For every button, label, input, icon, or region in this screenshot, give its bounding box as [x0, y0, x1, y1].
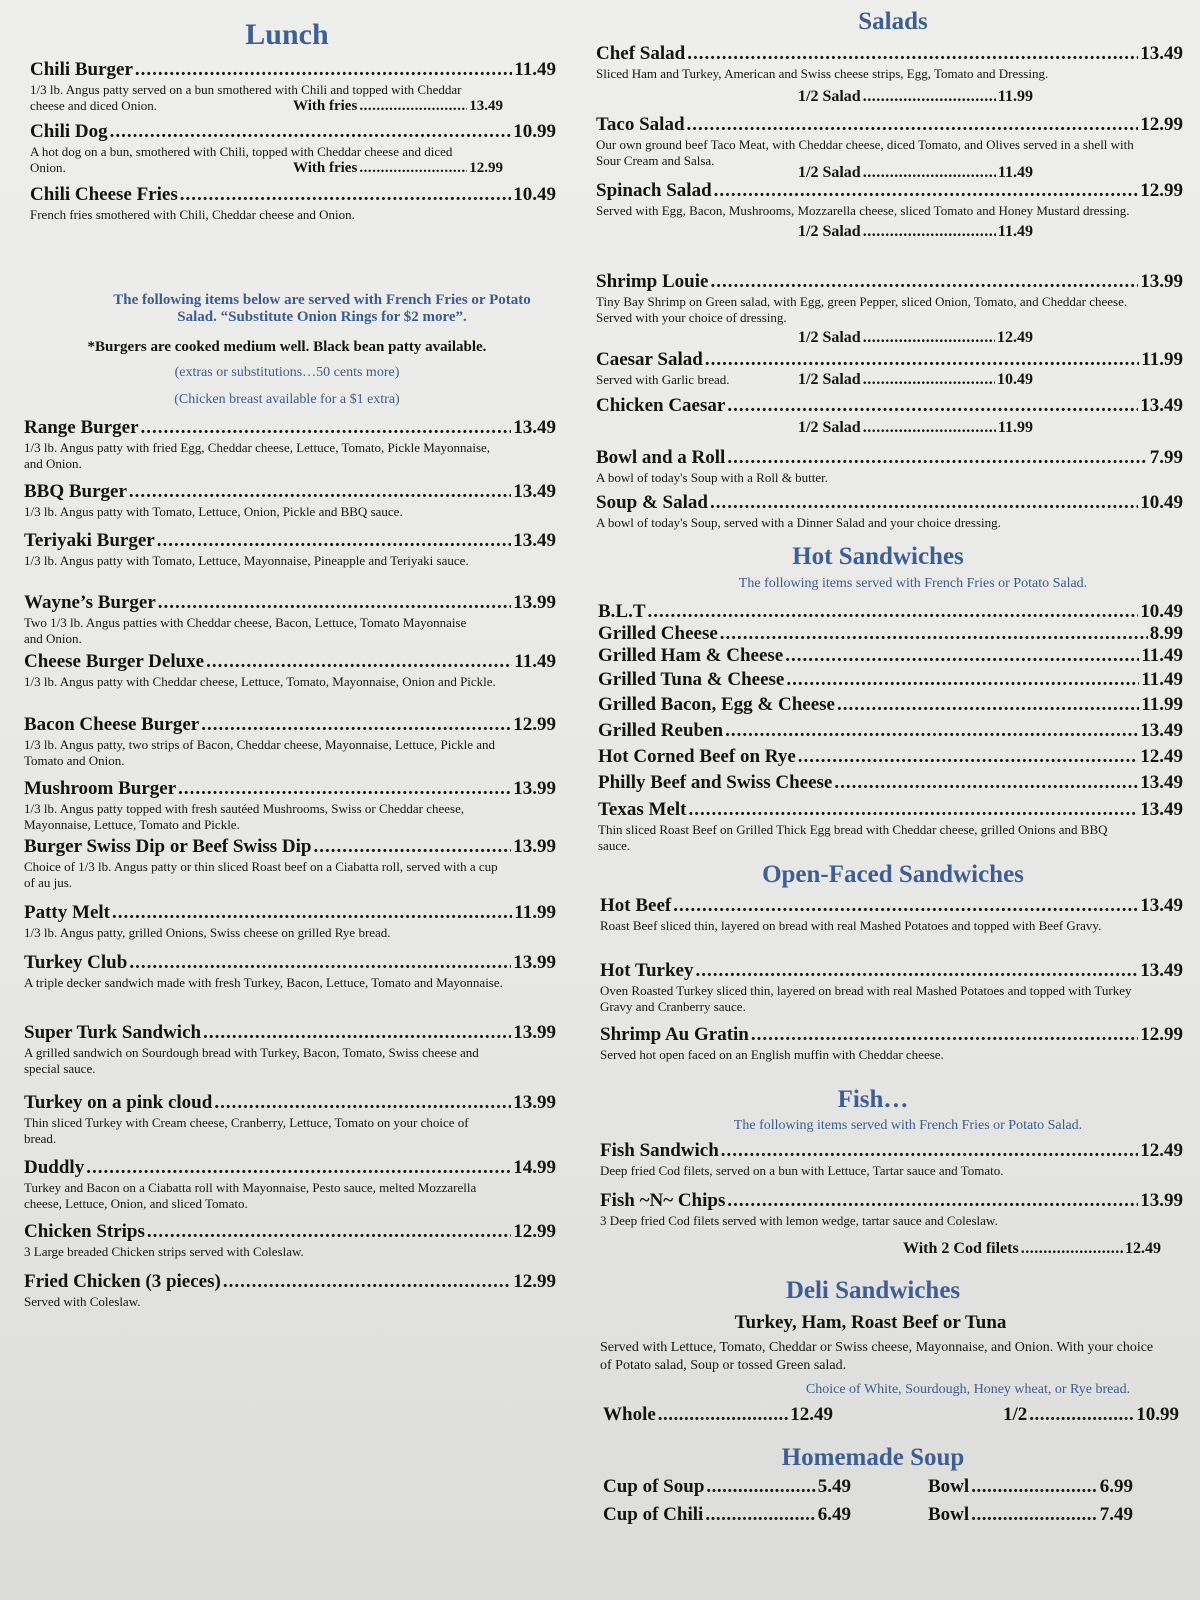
item-desc: French fries smothered with Chili, Cheddar cheese and Onion. — [30, 206, 355, 222]
item-name: Burger Swiss Dip or Beef Swiss Dip — [24, 836, 312, 857]
menu-item — [596, 272, 1183, 326]
item-price: 13.99 — [513, 778, 556, 799]
chicken-note: (Chicken breast available for a $1 extra) — [174, 392, 400, 407]
item-name: Fried Chicken (3 pieces) — [24, 1271, 221, 1292]
item-price: 13.49 — [513, 481, 556, 502]
menu-item — [596, 44, 1183, 82]
item-name: Bacon Cheese Burger — [24, 714, 200, 735]
item-name: Patty Melt — [24, 902, 110, 923]
hot-sandwiches-title: Hot Sandwiches — [792, 543, 964, 570]
item-price: 11.99 — [514, 902, 556, 923]
item-name: Hot Beef — [600, 895, 672, 916]
item-name: Soup & Salad — [596, 492, 708, 513]
menu-item — [600, 961, 1183, 1015]
burger-cook-note: *Burgers are cooked medium well. Black bean patty available. — [87, 339, 487, 355]
item-price: 8.99 — [1149, 623, 1183, 644]
item-price: 13.49 — [513, 530, 556, 551]
bowl-of-chili: Bowl ..... 7.49 — [928, 1505, 1133, 1526]
item-name: Grilled Ham & Cheese — [598, 645, 784, 666]
menu-item — [24, 779, 556, 833]
item-desc: 3 Deep fried Cod filets served with lemon wedge, tartar sauce and Coleslaw. — [600, 1212, 998, 1228]
menu-item — [598, 721, 1183, 741]
item-price: 13.99 — [513, 952, 556, 973]
menu-item — [600, 1025, 1183, 1063]
menu-item — [24, 593, 556, 647]
item-name: Grilled Tuna & Cheese — [598, 669, 785, 690]
item-price: 13.99 — [513, 1092, 556, 1113]
item-name: Super Turk Sandwich — [24, 1022, 202, 1043]
lunch-title: Lunch — [245, 18, 329, 51]
item-price: 12.99 — [513, 1221, 556, 1242]
item-price: 11.99 — [1141, 694, 1183, 715]
item-name: Chef Salad — [596, 43, 686, 64]
item-name: Turkey Club — [24, 952, 128, 973]
item-name: Grilled Reuben — [598, 720, 724, 741]
item-price: 11.49 — [1141, 645, 1183, 666]
item-price: 13.99 — [513, 836, 556, 857]
item-name: Chili Burger — [30, 59, 133, 80]
item-desc: A grilled sandwich on Sourdough bread with Turkey, Bacon, Tomato, Swiss cheese and special sauce. — [24, 1044, 479, 1077]
item-name: Chili Dog — [30, 121, 108, 142]
cup-of-soup: Cup of Soup ..... 5.49 — [603, 1477, 851, 1498]
deli-half-price: 1/2 ..... 10.99 — [1003, 1405, 1179, 1426]
item-price: 12.99 — [1140, 180, 1183, 201]
item-desc: Served with Egg, Bacon, Mushrooms, Mozzarella cheese, sliced Tomato and Honey Mustard dressing. — [596, 202, 1130, 218]
item-desc: Tiny Bay Shrimp on Green salad, with Egg, green Pepper, sliced Onion, Tomato, and Cheddar cheese. Served with your choice of dressing. — [596, 293, 1128, 326]
menu-item — [24, 531, 556, 569]
item-name: Teriyaki Burger — [24, 530, 155, 551]
item-price: 14.99 — [513, 1157, 556, 1178]
item-desc: Sliced Ham and Turkey, American and Swiss cheese strips, Egg, Tomato and Dressing. — [596, 65, 1049, 81]
item-desc: Thin sliced Turkey with Cream cheese, Cranberry, Lettuce, Tomato on your choice of bread. — [24, 1114, 469, 1147]
menu-item — [598, 800, 1183, 854]
item-desc: 1/3 lb. Angus patty with Tomato, Lettuce, Mayonnaise, Pineapple and Teriyaki sauce. — [24, 552, 469, 568]
menu-item — [598, 670, 1183, 690]
item-desc: 1/3 lb. Angus patty, two strips of Bacon, Cheddar cheese, Mayonnaise, Lettuce, Pickle and Tomato and Onion. — [24, 736, 496, 769]
menu-item — [600, 1141, 1183, 1179]
menu-item — [24, 482, 556, 520]
item-price: 12.99 — [513, 1271, 556, 1292]
menu-item — [24, 837, 556, 891]
item-desc: 1/3 lb. Angus patty with Cheddar cheese, Lettuce, Tomato, Mayonnaise, Onion and Pickle. — [24, 673, 496, 689]
item-price: 10.49 — [1140, 601, 1183, 622]
item-price: 13.99 — [513, 592, 556, 613]
item-desc: Thin sliced Roast Beef on Grilled Thick Egg bread with Cheddar cheese, grilled Onions and BBQ sauce. — [598, 821, 1108, 854]
item-price: 13.49 — [513, 417, 556, 438]
sides-note: The following items below are served with French Fries or Potato Salad. “Substitute Onion Rings for $2 more”. — [113, 292, 531, 326]
item-desc: A bowl of today's Soup, served with a Dinner Salad and your choice dressing. — [596, 514, 1001, 530]
item-price: 13.49 — [1140, 720, 1183, 741]
item-price: 13.49 — [1140, 395, 1183, 416]
item-desc: Roast Beef sliced thin, layered on bread with real Mashed Potatoes and topped with Beef Gravy. — [600, 917, 1102, 933]
item-name: Taco Salad — [596, 114, 685, 135]
item-name: Range Burger — [24, 417, 139, 438]
item-desc: A triple decker sandwich made with fresh Turkey, Bacon, Lettuce, Tomato and Mayonnaise. — [24, 974, 503, 990]
menu-item — [598, 747, 1183, 767]
item-name: Mushroom Burger — [24, 778, 177, 799]
item-desc: Deep fried Cod filets, served on a bun with Lettuce, Tartar sauce and Tomato. — [600, 1162, 1004, 1178]
menu-item — [596, 181, 1183, 219]
item-name: Shrimp Au Gratin — [600, 1024, 749, 1045]
item-price: 12.49 — [1140, 746, 1183, 767]
deli-bread-note: Choice of White, Sourdough, Honey wheat, or Rye bread. — [805, 1382, 1131, 1397]
menu-item — [596, 396, 1183, 416]
item-name: Wayne’s Burger — [24, 592, 156, 613]
menu-item — [24, 1222, 556, 1260]
item-name: B.L.T — [598, 601, 646, 622]
item-name: Philly Beef and Swiss Cheese — [598, 772, 833, 793]
item-desc: 1/3 lb. Angus patty topped with fresh sautéed Mushrooms, Swiss or Cheddar cheese, Mayonnaise, Lettuce, Tomato and Pickle. — [24, 800, 465, 833]
item-name: Fish Sandwich — [600, 1140, 719, 1161]
menu-item — [600, 1191, 1183, 1229]
item-name: BBQ Burger — [24, 481, 127, 502]
item-name: Bowl and a Roll — [596, 447, 726, 468]
menu-item — [24, 903, 556, 941]
fish-note: The following items served with French Fries or Potato Salad. — [733, 1118, 1083, 1133]
soup-title: Homemade Soup — [781, 1444, 965, 1471]
item-price: 13.49 — [1140, 799, 1183, 820]
deli-subtitle: Turkey, Ham, Roast Beef or Tuna — [734, 1312, 1007, 1333]
item-name: Cheese Burger Deluxe — [24, 651, 205, 672]
item-price: 11.99 — [1141, 349, 1183, 370]
menu-item — [600, 896, 1183, 934]
item-price: 11.49 — [514, 59, 556, 80]
menu-item — [598, 624, 1183, 644]
menu-item — [24, 1023, 556, 1077]
item-desc: A hot dog on a bun, smothered with Chili, topped with Cheddar cheese and diced Onion. — [30, 143, 453, 176]
item-desc: Choice of 1/3 lb. Angus patty or thin sliced Roast beef on a Ciabatta roll, served with a cup of au jus. — [24, 858, 498, 891]
item-price: 13.49 — [1140, 43, 1183, 64]
item-price: 11.49 — [514, 651, 556, 672]
menu-item — [24, 715, 556, 769]
half-salad-price: 1/2 Salad ..... 11.99 — [798, 419, 1033, 437]
fish-title: Fish… — [837, 1086, 909, 1113]
item-price: 11.49 — [1141, 669, 1183, 690]
menu-item — [24, 652, 556, 690]
sub-price-chili-burger: With fries ..... 13.49 — [293, 98, 503, 115]
item-desc: 1/3 lb. Angus patty with Tomato, Lettuce, Onion, Pickle and BBQ sauce. — [24, 503, 403, 519]
item-desc: Two 1/3 lb. Angus patties with Cheddar cheese, Bacon, Lettuce, Tomato Mayonnaise and Onion. — [24, 614, 467, 647]
menu-item — [24, 953, 556, 991]
item-name: Texas Melt — [598, 799, 687, 820]
bowl-of-soup: Bowl ..... 6.99 — [928, 1477, 1133, 1498]
item-name: Turkey on a pink cloud — [24, 1092, 213, 1113]
item-desc: Served with Garlic bread. — [596, 371, 730, 387]
half-salad-price: 1/2 Salad ..... 10.49 — [798, 371, 1033, 389]
deli-title: Deli Sandwiches — [785, 1277, 961, 1304]
item-price: 13.49 — [1140, 895, 1183, 916]
item-desc: Served with Coleslaw. — [24, 1293, 141, 1309]
item-price: 12.99 — [1140, 1024, 1183, 1045]
item-price: 10.49 — [513, 184, 556, 205]
item-price: 10.49 — [1140, 492, 1183, 513]
menu-item — [24, 1158, 556, 1212]
menu-item — [24, 1272, 556, 1310]
half-salad-price: 1/2 Salad ..... 11.49 — [798, 223, 1033, 241]
item-price: 13.49 — [1140, 960, 1183, 981]
item-desc: Turkey and Bacon on a Ciabatta roll with Mayonnaise, Pesto sauce, melted Mozzarella cheese, Lettuce, Onion, and sliced Tomato. — [24, 1179, 477, 1212]
item-desc: Our own ground beef Taco Meat, with Cheddar cheese, diced Tomato, and Olives served in a shell with Sour Cream and Salsa. — [596, 136, 1134, 169]
item-price: 7.99 — [1149, 447, 1183, 468]
half-salad-price: 1/2 Salad ..... 12.49 — [798, 329, 1033, 347]
item-price: 12.49 — [1140, 1140, 1183, 1161]
menu-item-chili-cheese-fries — [30, 185, 556, 223]
item-price: 13.99 — [1140, 271, 1183, 292]
item-desc: 1/3 lb. Angus patty, grilled Onions, Swiss cheese on grilled Rye bread. — [24, 924, 391, 940]
menu-item — [598, 773, 1183, 793]
item-desc: Oven Roasted Turkey sliced thin, layered on bread with real Mashed Potatoes and topped with Turkey Gravy and Cranberry sauce. — [600, 982, 1132, 1015]
sub-price-chili-dog: With fries ..... 12.99 — [293, 160, 503, 177]
menu-item — [598, 695, 1183, 715]
item-desc: 1/3 lb. Angus patty with fried Egg, Cheddar cheese, Lettuce, Tomato, Pickle Mayonnaise, and Onion. — [24, 439, 491, 472]
item-price: 10.99 — [513, 121, 556, 142]
deli-desc: Served with Lettuce, Tomato, Cheddar or Swiss cheese, Mayonnaise, and Onion. With your choice of Potato salad, Soup or tossed Green salad. — [600, 1340, 1154, 1373]
half-salad-price: 1/2 Salad ..... 11.99 — [798, 88, 1033, 106]
item-name: Grilled Bacon, Egg & Cheese — [598, 694, 835, 715]
deli-whole-price: Whole ..... 12.49 — [603, 1405, 833, 1426]
item-desc: 3 Large breaded Chicken strips served with Coleslaw. — [24, 1243, 304, 1259]
item-name: Chicken Strips — [24, 1221, 145, 1242]
item-price: 12.99 — [1140, 114, 1183, 135]
item-name: Fish ~N~ Chips — [600, 1190, 726, 1211]
item-name: Hot Corned Beef on Rye — [598, 746, 796, 767]
cup-of-chili: Cup of Chili ..... 6.49 — [603, 1505, 851, 1526]
item-price: 13.99 — [513, 1022, 556, 1043]
hot-sandwiches-note: The following items served with French Fries or Potato Salad. — [738, 576, 1088, 591]
salads-title: Salads — [858, 8, 928, 35]
item-desc: 1/3 lb. Angus patty served on a bun smothered with Chili and topped with Cheddar cheese and diced Onion. — [30, 81, 462, 114]
item-name: Duddly — [24, 1157, 85, 1178]
menu-item — [24, 1093, 556, 1147]
menu-item — [596, 448, 1183, 486]
item-desc: A bowl of today's Soup with a Roll & butter. — [596, 469, 829, 485]
item-price: 12.99 — [513, 714, 556, 735]
menu-item — [596, 493, 1183, 531]
menu-item — [598, 646, 1183, 666]
item-name: Caesar Salad — [596, 349, 703, 370]
sub-price-two-cod: With 2 Cod filets ..... 12.49 — [903, 1240, 1161, 1258]
item-name: Hot Turkey — [600, 960, 694, 981]
item-name: Shrimp Louie — [596, 271, 709, 292]
item-price: 13.99 — [1140, 1190, 1183, 1211]
menu-item — [598, 602, 1183, 622]
menu-item — [24, 418, 556, 472]
item-price: 13.49 — [1140, 772, 1183, 793]
item-name: Chili Cheese Fries — [30, 184, 178, 205]
item-name: Chicken Caesar — [596, 395, 726, 416]
menu-item — [596, 115, 1183, 169]
item-desc: Served hot open faced on an English muffin with Cheddar cheese. — [600, 1046, 944, 1062]
extras-note: (extras or substitutions…50 cents more) — [174, 365, 400, 380]
item-name: Grilled Cheese — [598, 623, 718, 644]
open-faced-title: Open-Faced Sandwiches — [762, 861, 1024, 888]
item-name: Spinach Salad — [596, 180, 712, 201]
half-salad-price: 1/2 Salad ..... 11.49 — [798, 164, 1033, 182]
